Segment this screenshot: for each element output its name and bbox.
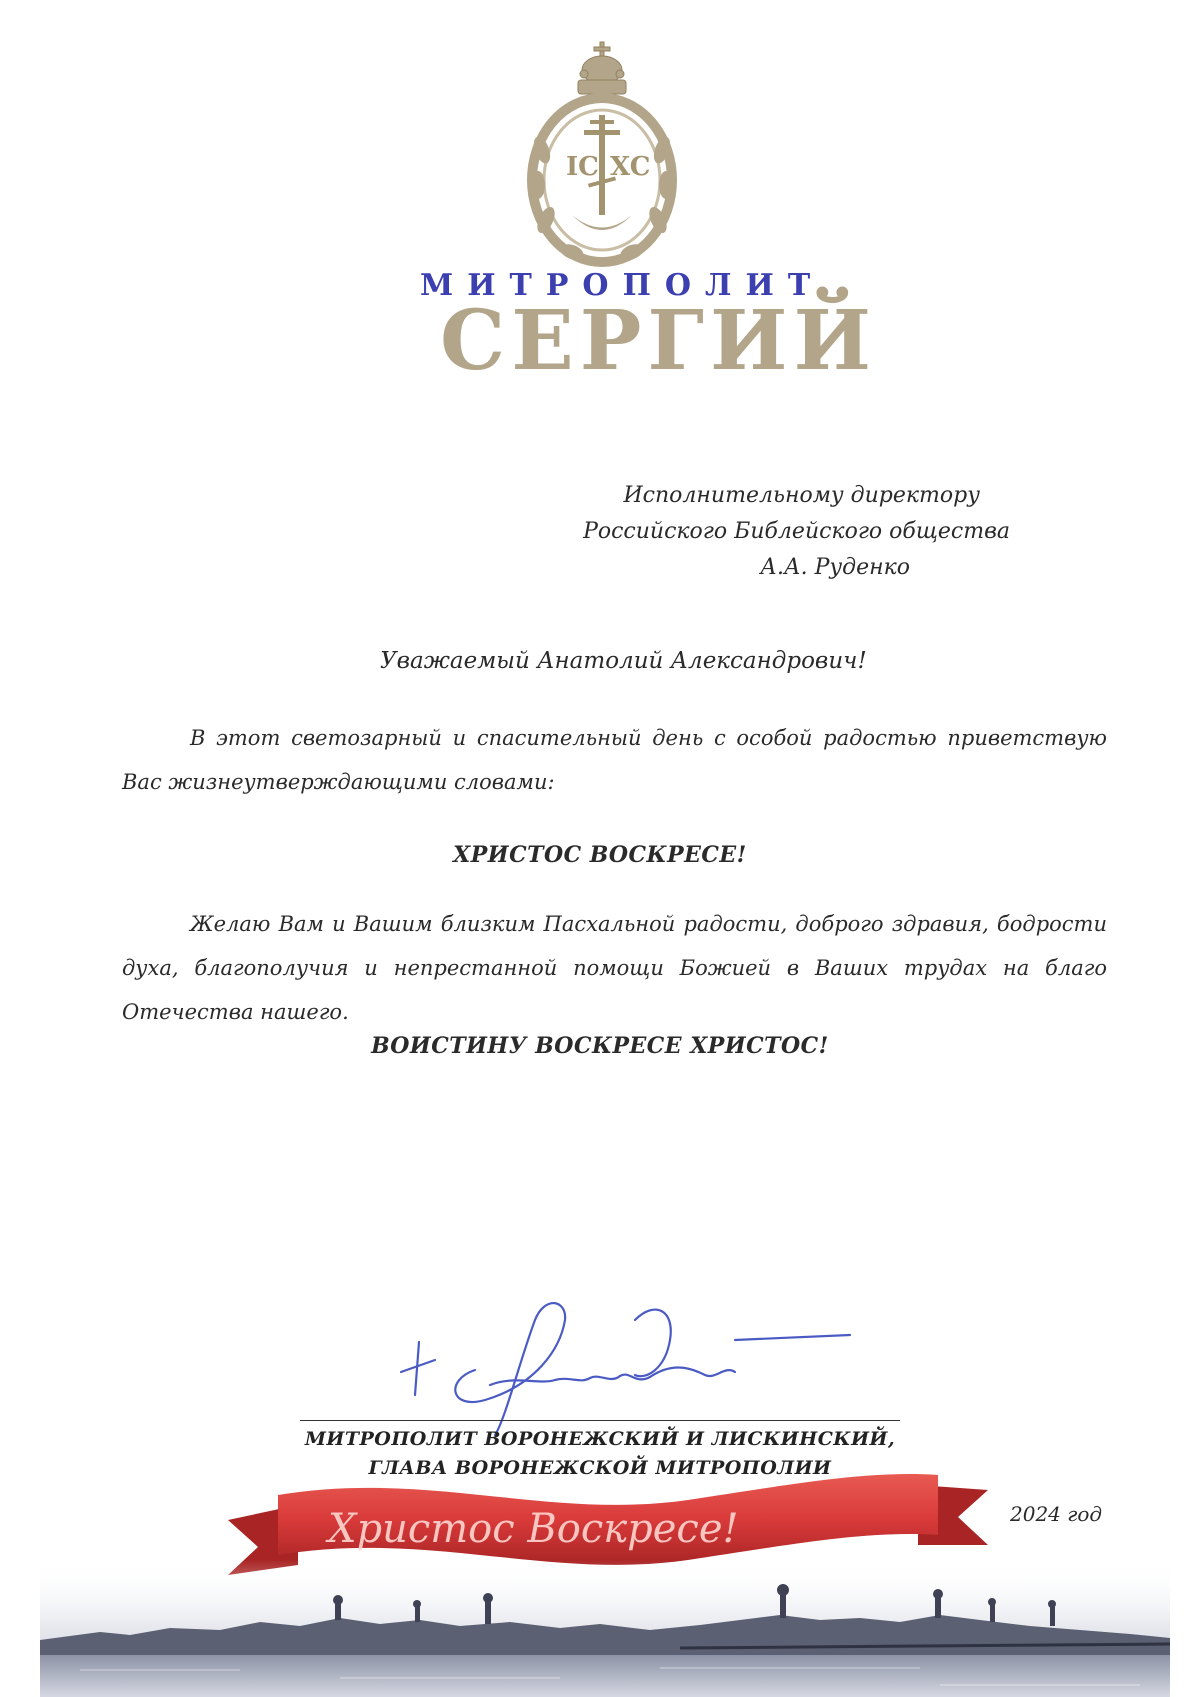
emblem-title: МИТРОПОЛИТ bbox=[420, 268, 825, 303]
cityscape-image bbox=[40, 1560, 1170, 1697]
ribbon-text: Христос Воскресе! bbox=[328, 1506, 739, 1552]
svg-text:XC: XC bbox=[610, 152, 651, 182]
exclamation-2: ВОИСТИНУ ВОСКРЕСЕ ХРИСТОС! bbox=[371, 1033, 829, 1059]
addressee-line-1: Исполнительному директору bbox=[623, 483, 980, 508]
svg-text:IC: IC bbox=[566, 152, 599, 182]
emblem-name: СЕРГИЙ bbox=[440, 293, 877, 389]
year-label: 2024 год bbox=[1010, 1502, 1103, 1526]
crest-icon bbox=[522, 40, 682, 270]
handwritten-signature bbox=[395, 1280, 855, 1440]
paragraph-1: В этот светозарный и спасительный день с особой радостью приветствую Вас жизнеутверждающими словами: bbox=[122, 726, 1107, 794]
signature-line bbox=[300, 1420, 900, 1421]
signatory-title-line-2: ГЛАВА ВОРОНЕЖСКОЙ МИТРОПОЛИИ bbox=[368, 1457, 832, 1479]
addressee-block bbox=[583, 478, 1010, 586]
addressee-line-3: А.А. Руденко bbox=[760, 555, 910, 580]
addressee-line-2: Российского Библейского общества bbox=[583, 519, 1010, 544]
paragraph-2: Желаю Вам и Вашим близким Пасхальной радости, доброго здравия, бодрости духа, благополучия и непрестанной помощи Божией в Ваших трудах на благо Отечества нашего. bbox=[122, 912, 1107, 1024]
exclamation-1: ХРИСТОС ВОСКРЕСЕ! bbox=[453, 842, 747, 868]
signatory-title-line-1: МИТРОПОЛИТ ВОРОНЕЖСКИЙ И ЛИСКИНСКИЙ, bbox=[304, 1428, 896, 1450]
greeting: Уважаемый Анатолий Александрович! bbox=[380, 648, 867, 674]
